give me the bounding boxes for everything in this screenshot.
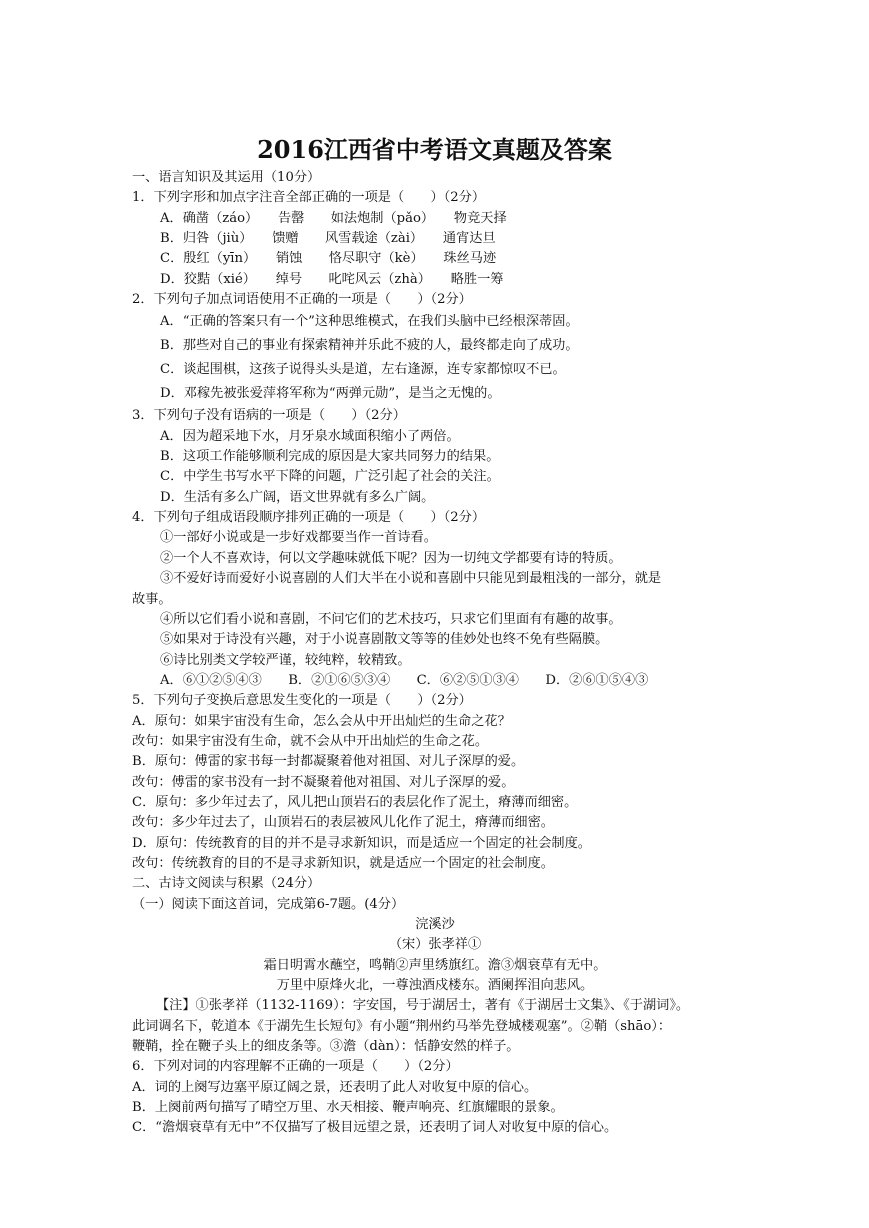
option-b-rewrite: 改句：傅雷的家书没有一封不凝聚着他对祖国、对儿子深厚的爱。 — [132, 774, 515, 790]
option-c: C．谈起围棋，这孩子说得头头是道，左右逢源，连专家都惊叹不已。 — [160, 362, 566, 378]
option-c: C．殷红（yīn） 销蚀 恪尽职守（kè） 珠丝马迹 — [160, 251, 497, 267]
poem-author: （宋）张孝祥① — [388, 937, 482, 953]
poem — [132, 915, 738, 996]
question-5 — [132, 691, 738, 874]
order-options: A．⑥①②⑤④③ B．②①⑥⑤③④ C．⑥②⑤①③④ D．②⑥①⑤④③ — [160, 672, 649, 688]
section-heading: 一、语言知识及其运用（10分） — [132, 170, 321, 185]
option-a: A．词的上阕写边塞平原辽阔之景，还表明了此人对收复中原的信心。 — [132, 1079, 538, 1095]
document-body — [132, 168, 738, 1139]
page-title: 2016江西省中考语文真题及答案 — [257, 135, 612, 164]
option-b: B．那些对自己的事业有探索精神并乐此不疲的人，最终都走向了成功。 — [160, 338, 579, 354]
sentence-5: ⑤如果对于诗没有兴趣，对于小说喜剧散文等等的佳妙处也终不免有些隔膜。 — [160, 632, 609, 648]
sentence-6: ⑥诗比别类文学较严谨，较纯粹，较精致。 — [160, 652, 411, 668]
option-c: C．中学生书写水平下降的问题，广泛引起了社会的关注。 — [160, 469, 500, 485]
question-stem: 3．下列句子没有语病的一项是（ ）（2分） — [132, 408, 406, 424]
sentence-2: ②一个人不喜欢诗，何以文学趣味就低下呢？因为一切纯文学都要有诗的特质。 — [160, 550, 622, 566]
option-d-original: D．原句：传统教育的目的并不是寻求新知识，而是适应一个固定的社会制度。 — [132, 835, 591, 851]
option-b: B．这项工作能够顺利完成的原因是大家共同努力的结果。 — [160, 449, 500, 465]
poem-line: 万里中原烽火北，一尊浊酒戍楼东。酒阑挥泪向悲风。 — [276, 978, 594, 994]
sentence-1: ①一部好小说或是一步好戏都要当作一首诗看。 — [160, 530, 437, 546]
sentence-4: ④所以它们看小说和喜剧，不问它们的艺术技巧，只求它们里面有有趣的故事。 — [160, 611, 622, 627]
option-a: A．因为超采地下水，月牙泉水域面积缩小了两倍。 — [160, 428, 460, 444]
note-line: 【注】①张孝祥（1132-1169）：字安国，号于湖居士，著有《于湖居士文集》、《于湖词》。 — [156, 998, 690, 1014]
sentence-3: ③不爱好诗而爱好小说喜剧的人们大半在小说和喜剧中只能见到最粗浅的一部分，就是 — [160, 571, 662, 587]
option-c-rewrite: 改句：多少年过去了，山顶岩石的表层被风儿化作了泥土，瘠薄而细密。 — [132, 815, 554, 831]
question-1 — [132, 188, 738, 290]
option-a: A．确凿（záo） 告罄 如法炮制（pǎo） 物竞天择 — [160, 210, 507, 226]
question-stem: 2．下列句子加点词语使用不正确的一项是（ ）（2分） — [132, 292, 472, 308]
question-2 — [132, 290, 738, 406]
option-b: B．归咎（jiù） 馈赠 风雪载途（zài） 通宵达旦 — [160, 231, 496, 247]
sentence-3-continued: 故事。 — [132, 591, 172, 607]
option-d: D．邓稼先被张爱萍将军称为“两弹元勋”，是当之无愧的。 — [160, 386, 501, 402]
option-d: D．狡黠（xié） 绰号 叱咤风云（zhà） 略胜一筹 — [160, 271, 504, 287]
question-4 — [132, 508, 738, 691]
question-stem: 5．下列句子变换后意思发生变化的一项是（ ）（2分） — [132, 693, 472, 709]
subsection-heading: （一）阅读下面这首词，完成第6-7题。(4分） — [132, 896, 405, 912]
option-d-rewrite: 改句：传统教育的目的不是寻求新知识，就是适应一个固定的社会制度。 — [132, 855, 554, 871]
section-heading: 二、古诗文阅读与积累（24分） — [132, 876, 321, 892]
question-3 — [132, 406, 738, 508]
question-stem: 4．下列句子组成语段顺序排列正确的一项是（ ）（2分） — [132, 510, 486, 526]
option-b-original: B．原句：傅雷的家书每一封都凝聚着他对祖国、对儿子深厚的爱。 — [132, 754, 525, 770]
note-line: 此词调名下，乾道本《于湖先生长短句》有小题“荆州约马举先登城楼观塞”。②鞘（shāo）： — [132, 1018, 672, 1034]
question-stem: 1．下列字形和加点字注音全部正确的一项是（ ）（2分） — [132, 190, 486, 206]
option-c: C．“澹烟衰草有无中”不仅描写了极目远望之景，还表明了词人对收复中原的信心。 — [132, 1120, 618, 1136]
option-c-original: C．原句：多少年过去了，风儿把山顶岩石的表层化作了泥土，瘠薄而细密。 — [132, 794, 578, 810]
poem-title: 浣溪沙 — [415, 917, 455, 932]
option-a: A．“正确的答案只有一个”这种思维模式，在我们头脑中已经根深蒂固。 — [160, 314, 579, 330]
option-a-original: A．原句：如果宇宙没有生命，怎么会从中开出灿烂的生命之花？ — [132, 713, 511, 729]
annotation — [132, 996, 738, 1057]
question-stem: 6．下列对词的内容理解不正确的一项是（ ）（2分） — [132, 1059, 459, 1075]
option-d: D．生活有多么广阔，语文世界就有多么广阔。 — [160, 489, 435, 505]
option-b: B．上阕前两句描写了晴空万里、水天相接、鞭声响亮、红旗耀眼的景象。 — [132, 1100, 564, 1116]
poem-line: 霜日明霄水蘸空，鸣鞘②声里绣旗红。澹③烟衰草有无中。 — [263, 957, 607, 973]
note-line: 鞭鞘，拴在鞭子头上的细皮条等。③澹（dàn）：恬静安然的样子。 — [132, 1039, 520, 1055]
option-a-rewrite: 改句：如果宇宙没有生命，就不会从中开出灿烂的生命之花。 — [132, 733, 489, 749]
question-6 — [132, 1057, 738, 1138]
